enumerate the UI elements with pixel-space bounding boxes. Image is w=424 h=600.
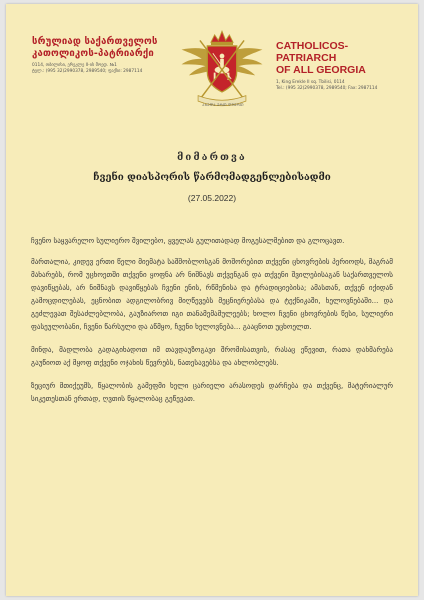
org-name-english-line1: CATHOLICOS-PATRIARCH [276, 40, 349, 64]
org-name-georgian-line1: სრულიად საქართველოს [32, 36, 158, 47]
document-subtitle: ჩვენი დიასპორის წარმომადგენლებისადმი [93, 172, 331, 183]
paragraph-gratitude: მინდა, მადლობა გადაგიხადოთ იმ თავდაუზოგავი შრომისათვის, რასაც ეწევით, რათა დახმარება გაუწიოთ აქ მყოფ თქვენი ოჯახის წევრებს, ნათესავებსა და ახლობლებს. [31, 345, 393, 367]
address-english-line1: 1, King Erekle II sq. Tbilisi, 0114 [276, 80, 345, 85]
paragraph-greeting: ჩვენო საყვარელო სულიერო შვილებო, ყველას გულითადად მოგესალმებით და გლოცავთ. [31, 236, 345, 245]
letter-body [31, 234, 393, 415]
paragraph-diaspora: მართალია, კიდევ ერთი წელი მიემატა საშშობლოსგან მოშორებით თქვენი ცხოვრების პერიოდს, მაგრამ მახარებს, რომ უცხოეთში თქვენი ყოფნა არ ნიშნავს თქვენგან და თქვენი შვილებისაგან საქართველოს დავიწყებას, არ ნიშნავს დავიწყებას ჩვენი ენის, რწმენისა და ტრადიციებისა; ამასთან, თქვენ იქიდან გამოცდილებას, ეცნობით ადგილობრივ მიღწევებს მეცნიერებასა და ტექნიკაში, ხელოვნებაში... და გეძლევათ შესაძლებლობა, გაუზიაროთ იგი თანამემამულეებს; ხოლო ჩვენი ცხოვრების წესი, სულიერი ფასეულობანი, ჩვენი წარსული და აწმყო, ჩვენი ხელოვნება... გააცნოთ უცხოელთ. [31, 257, 393, 331]
emblem-motto: ᲐᲮᲔᲓᲐ ᲔᲠᲗ ᲦᲛᲔᲠᲗ [202, 103, 244, 107]
document-title: მიმართვა [177, 152, 247, 163]
header-english [276, 40, 406, 91]
address-english [276, 80, 406, 91]
patriarchate-emblem [176, 22, 268, 114]
org-name-georgian-line2: კათოლიკოს-პატრიარქი [32, 47, 154, 59]
org-name-english-line2: OF ALL GEORGIA [276, 64, 366, 76]
address-georgian-line2: ტელ.: (995 32)2990378, 2989540; ფაქსი: 2987114 [32, 68, 143, 74]
address-georgian [32, 63, 176, 74]
letter-page [6, 4, 418, 596]
address-georgian-line1: 0114, თბილისი, ერეკლე II-ის მოედ. №1 [32, 63, 117, 68]
header-georgian [32, 36, 176, 74]
paragraph-blessing: ზეციურ მთიქეუმს, წყალობის გამეფმი ხელი ცარიელი არასოდეს დარჩება და თქვენც, მატერიალურ სიკეთესთან ერთად, ღვთის წყალობაც გეწევათ. [31, 381, 393, 403]
document-date: (27.05.2022) [187, 193, 237, 203]
address-english-line2: Tel.: (995 32)2990378, 2989540; Fax: 2987114 [276, 85, 378, 91]
